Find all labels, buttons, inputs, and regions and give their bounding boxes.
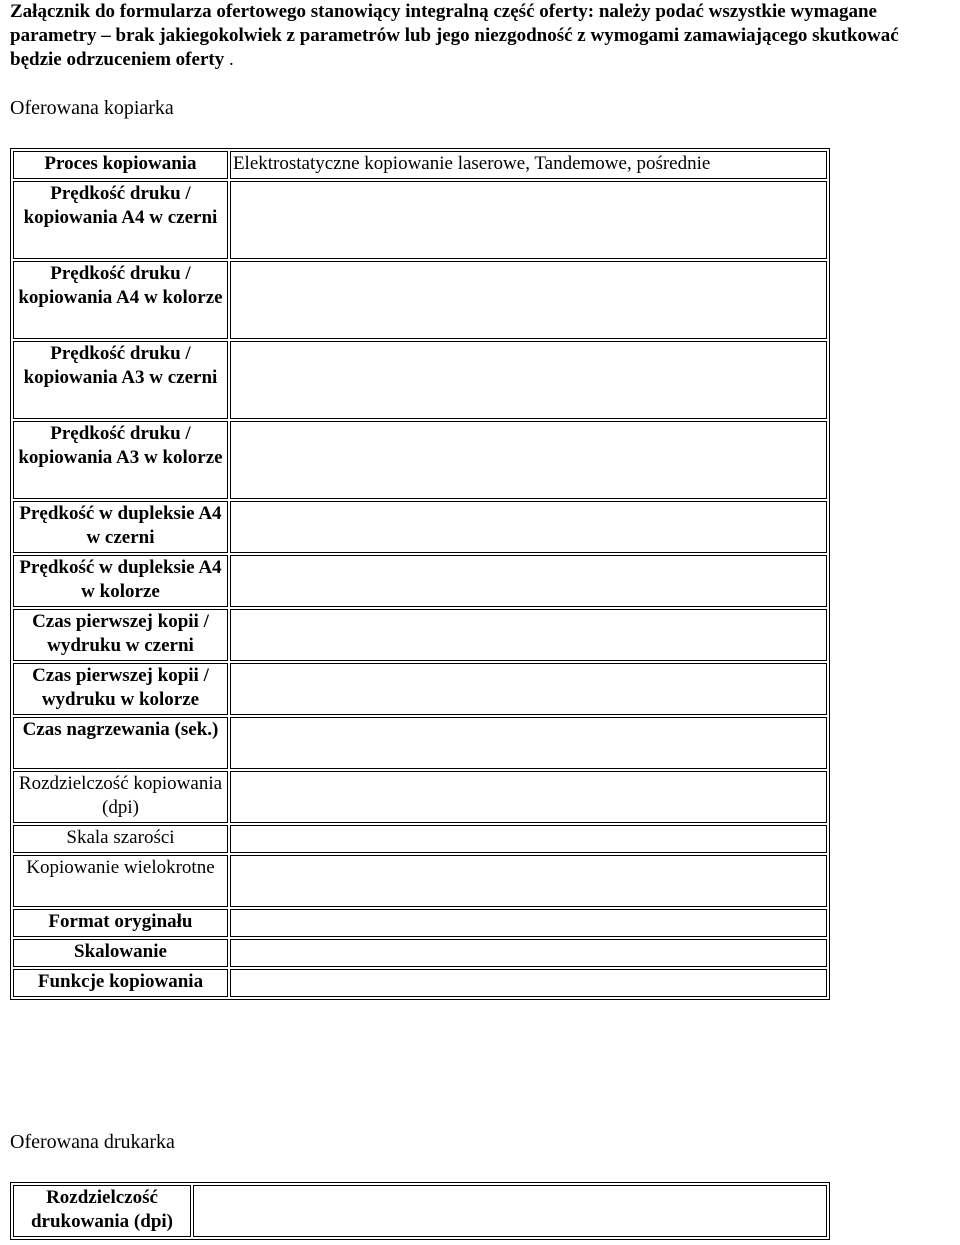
table-row bbox=[13, 501, 827, 553]
row-value-field[interactable] bbox=[230, 341, 827, 419]
row-value-field[interactable] bbox=[230, 181, 827, 259]
row-label: Kopiowanie wielokrotne bbox=[13, 855, 228, 907]
row-value-field[interactable]: Elektrostatyczne kopiowanie laserowe, Tandemowe, pośrednie bbox=[230, 151, 827, 179]
row-value-field[interactable] bbox=[230, 771, 827, 823]
row-label: Rozdzielczość kopiowania (dpi) bbox=[13, 771, 228, 823]
row-label: Proces kopiowania bbox=[13, 151, 228, 179]
row-value-field[interactable] bbox=[230, 421, 827, 499]
row-label: Skalowanie bbox=[13, 939, 228, 967]
row-value-field[interactable] bbox=[230, 855, 827, 907]
table-row bbox=[13, 939, 827, 967]
row-value-field[interactable] bbox=[230, 609, 827, 661]
row-value-field[interactable] bbox=[230, 501, 827, 553]
row-label: Czas pierwszej kopii / wydruku w czerni bbox=[13, 609, 228, 661]
table-row bbox=[13, 151, 827, 179]
row-value-field[interactable] bbox=[230, 909, 827, 937]
table-row bbox=[13, 341, 827, 419]
table-row bbox=[13, 825, 827, 853]
table-row bbox=[13, 181, 827, 259]
table-row bbox=[13, 663, 827, 715]
row-value-field[interactable] bbox=[230, 717, 827, 769]
table-row bbox=[13, 969, 827, 997]
intro-paragraph bbox=[10, 0, 950, 72]
row-label: Prędkość w dupleksie A4 w kolorze bbox=[13, 555, 228, 607]
row-label: Prędkość w dupleksie A4 w czerni bbox=[13, 501, 228, 553]
intro-tail-text: . bbox=[224, 49, 234, 70]
row-value-field[interactable] bbox=[193, 1185, 827, 1237]
row-label: Czas pierwszej kopii / wydruku w kolorze bbox=[13, 663, 228, 715]
table-row bbox=[13, 855, 827, 907]
table-row bbox=[13, 771, 827, 823]
table-row bbox=[13, 261, 827, 339]
row-label: Funkcje kopiowania bbox=[13, 969, 228, 997]
row-value-field[interactable] bbox=[230, 825, 827, 853]
row-value-field[interactable] bbox=[230, 969, 827, 997]
table-row bbox=[13, 421, 827, 499]
row-label: Czas nagrzewania (sek.) bbox=[13, 717, 228, 769]
drukarka-spec-table bbox=[10, 1182, 830, 1240]
row-label: Skala szarości bbox=[13, 825, 228, 853]
row-value-field[interactable] bbox=[230, 663, 827, 715]
row-label: Prędkość druku / kopiowania A4 w kolorze bbox=[13, 261, 228, 339]
row-value-field[interactable] bbox=[230, 555, 827, 607]
section-title-drukarka: Oferowana drukarka bbox=[10, 1131, 175, 1153]
intro-bold-text: Załącznik do formularza ofertowego stanowiący integralną część oferty: należy podać wszystkie wymagane parametry – brak jakiegokolwiek z parametrów lub jego niezgodność z wymogami zamawiającego skutkować będzie odrzuceniem oferty bbox=[10, 1, 899, 70]
row-label: Format oryginału bbox=[13, 909, 228, 937]
table-row bbox=[13, 717, 827, 769]
row-label: Prędkość druku / kopiowania A3 w kolorze bbox=[13, 421, 228, 499]
section-title-kopiarka: Oferowana kopiarka bbox=[10, 97, 174, 119]
kopiarka-spec-table bbox=[10, 148, 830, 1000]
table-row bbox=[13, 909, 827, 937]
row-label: Prędkość druku / kopiowania A4 w czerni bbox=[13, 181, 228, 259]
table-row bbox=[13, 1185, 827, 1237]
row-value-field[interactable] bbox=[230, 939, 827, 967]
table-row bbox=[13, 609, 827, 661]
row-label: Prędkość druku / kopiowania A3 w czerni bbox=[13, 341, 228, 419]
row-label: Rozdzielczość drukowania (dpi) bbox=[13, 1185, 191, 1237]
row-value-field[interactable] bbox=[230, 261, 827, 339]
table-row bbox=[13, 555, 827, 607]
